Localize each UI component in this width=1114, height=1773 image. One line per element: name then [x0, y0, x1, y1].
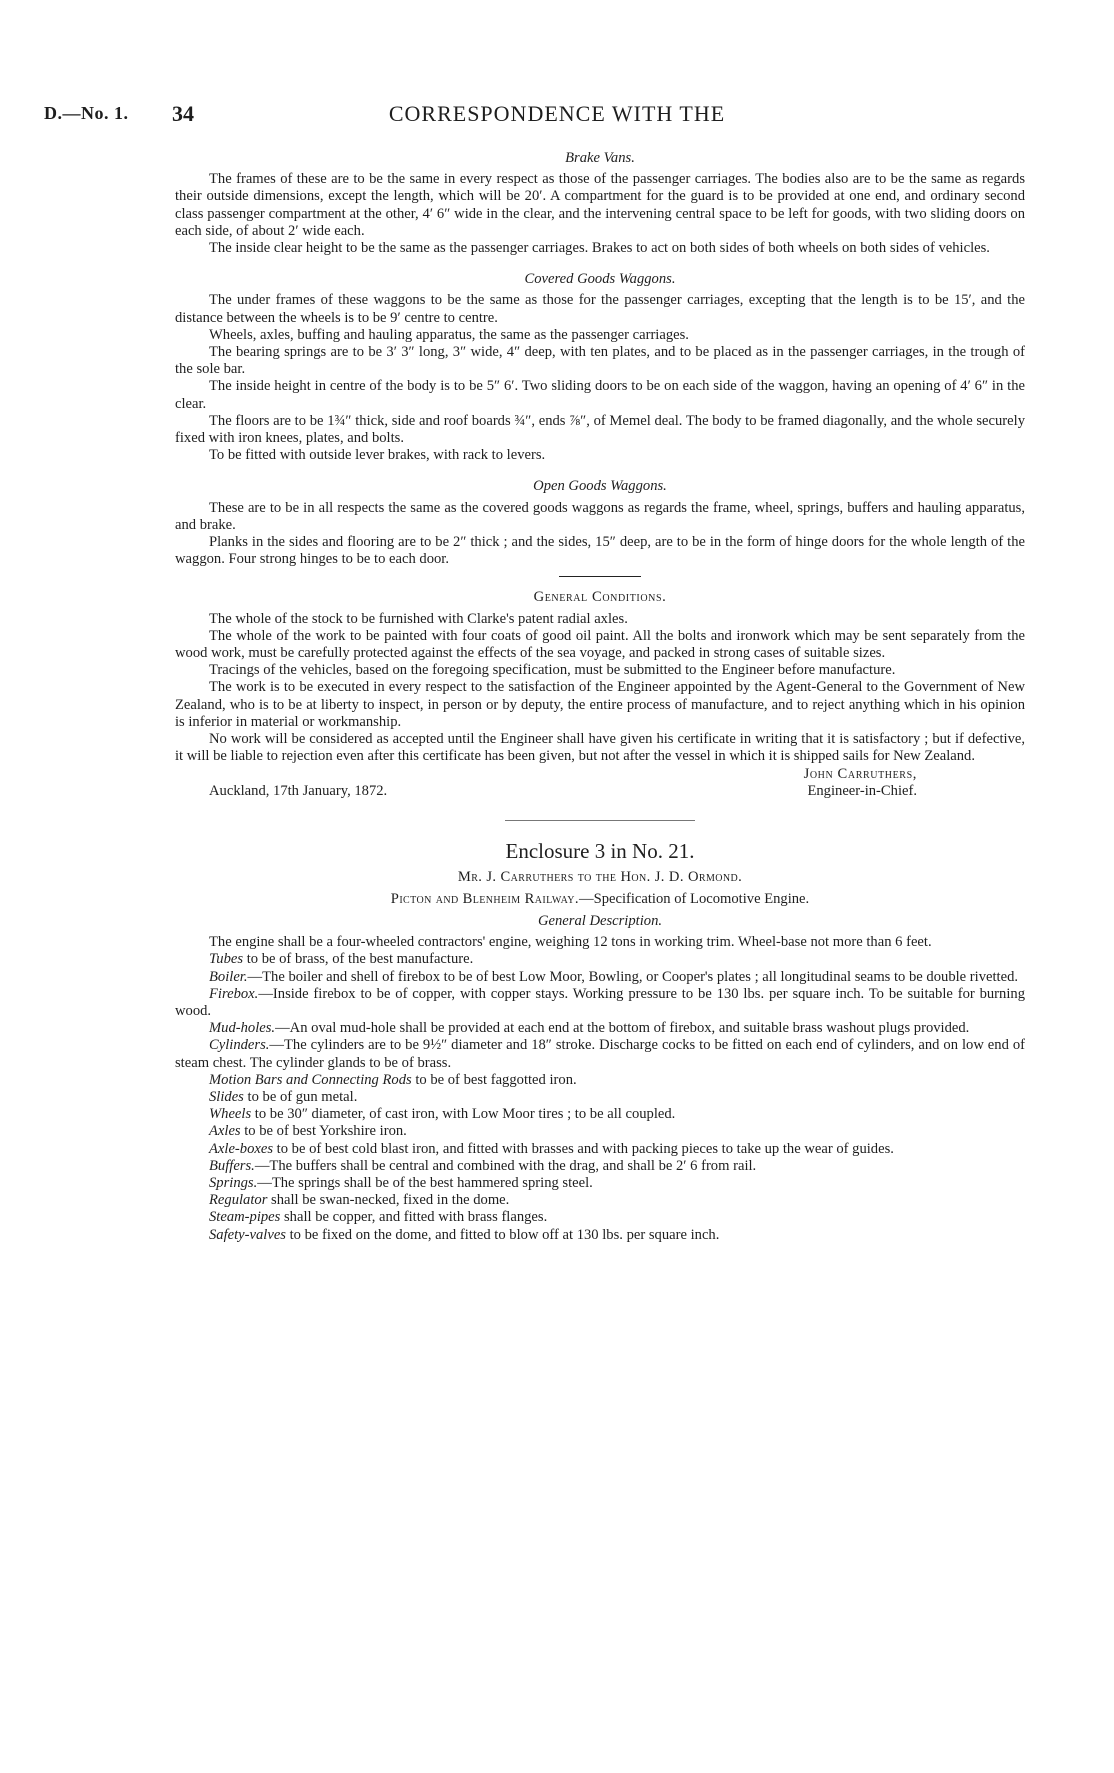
paragraph: These are to be in all respects the same as the covered goods waggons as regards the frame, wheel, springs, buffers and hauling apparatus, and brake.	[175, 499, 1025, 533]
section-heading-covered-goods: Covered Goods Waggons.	[524, 271, 676, 288]
specification-item-label: Axle-boxes	[209, 1140, 274, 1157]
section-heading-general-description: General Description.	[537, 912, 663, 929]
paragraph: Wheels, axles, buffing and hauling apparatus, the same as the passenger carriages.	[209, 326, 689, 343]
specification-item-text: —The springs shall be of the best hammered spring steel.	[257, 1174, 593, 1191]
specification-item-text: to be of gun metal.	[243, 1088, 358, 1105]
specification-item	[175, 969, 1025, 986]
specification-item-label: Cylinders.	[209, 1037, 270, 1054]
specification-item-label: Regulator	[209, 1192, 268, 1209]
specification-item	[175, 1072, 1025, 1089]
specification-list	[175, 951, 1025, 1243]
page-header	[44, 103, 1070, 131]
specification-item	[175, 1209, 1025, 1226]
page-number: 34	[172, 101, 194, 126]
paragraph: The whole of the work to be painted with four coats of good oil paint. All the bolts and ironwork which may be sent separately from the wood work, must be carefully protected against the effects of the sea voyage, and packed in strong cases of suitable sizes.	[175, 627, 1025, 662]
enclosure-title: Enclosure 3 in No. 21.	[505, 838, 695, 863]
specification-item-text: shall be swan-necked, fixed in the dome.	[267, 1192, 510, 1209]
specification-item-label: Tubes	[209, 951, 244, 968]
paragraph: The whole of the stock to be furnished with Clarke's patent radial axles.	[209, 610, 628, 627]
specification-item-text: —The boiler and shell of firebox to be of best Low Moor, Bowling, or Cooper's plates ; all longitudinal seams to be double rivetted.	[247, 968, 1019, 985]
signatory-title: Engineer-in-Chief.	[807, 782, 917, 799]
paragraph: The floors are to be 1¾″ thick, side and roof boards ¾″, ends ⅞″, of Memel deal. The body to be framed diagonally, and the whole securely fixed with iron knees, plates, and bolts.	[175, 412, 1025, 447]
specification-item	[175, 1158, 1025, 1175]
specification-item-label: Steam-pipes	[209, 1209, 281, 1226]
section-heading-brake-vans: Brake Vans.	[565, 150, 635, 166]
paragraph: No work will be considered as accepted until the Engineer shall have given his certificate in writing that it is satisfactory ; but if defective, it will be liable to rejection even after this certificate has been given, but not after the vessel in which it is shipped sails for New Zealand.	[175, 731, 1025, 765]
specification-item-text: —An oval mud-hole shall be provided at each end at the bottom of firebox, and suitable brass washout plugs provided.	[275, 1020, 970, 1037]
specification-item	[175, 1020, 1025, 1037]
section-divider	[559, 576, 641, 577]
specification-item-text: —The buffers shall be central and combined with the drag, and shall be 2′ 6 from rail.	[254, 1157, 757, 1174]
specification-item-label: Slides	[209, 1088, 244, 1105]
specification-item-label: Firebox.	[209, 985, 259, 1002]
signature-block	[175, 766, 1025, 800]
running-title: CORRESPONDENCE WITH THE	[388, 101, 726, 126]
specification-item	[175, 1106, 1025, 1123]
specification-item	[175, 1227, 1025, 1244]
paragraph: The inside clear height to be the same as the passenger carriages. Brakes to act on both sides of both wheels on both sides of vehicles.	[209, 240, 990, 257]
specification-item-text: to be of best Yorkshire iron.	[240, 1123, 407, 1140]
specification-item-text: to be of best cold blast iron, and fitted with brasses and with packing pieces to take up the wear of guides.	[273, 1140, 894, 1157]
paragraph: Planks in the sides and flooring are to be 2″ thick ; and the sides, 15″ deep, are to be in the form of hinge doors for the whole length of the waggon. Four strong hinges to be to each door.	[175, 534, 1025, 568]
paragraph: The work is to be executed in every respect to the satisfaction of the Engineer appointed by the Agent-General to the Government of New Zealand, who is to be at liberty to inspect, in person or by deputy, the entire process of manufacture, and to reject anything which in his opinion is inferior in material or workmanship.	[175, 679, 1025, 730]
specification-item	[175, 1141, 1025, 1158]
specification-item-label: Boiler.	[209, 968, 248, 985]
specification-item-label: Axles	[209, 1123, 241, 1140]
specification-item-label: Buffers.	[209, 1157, 255, 1174]
section-heading-general-conditions: General Conditions.	[533, 589, 667, 606]
specification-item-text: to be fixed on the dome, and fitted to blow off at 130 lbs. per square inch.	[285, 1226, 720, 1243]
specification-item-label: Wheels	[209, 1106, 252, 1123]
signature-date: Auckland, 17th January, 1872.	[209, 782, 388, 799]
specification-item-text: —The cylinders are to be 9½″ diameter and 18″ stroke. Discharge cocks to be fitted on each end of cylinders, and on low end of steam chest. The cylinder glands to be of brass.	[175, 1037, 1025, 1071]
specification-item	[175, 1192, 1025, 1209]
specification-item	[175, 1123, 1025, 1140]
specification-item	[175, 986, 1025, 1020]
specification-item-text: to be of best faggotted iron.	[411, 1071, 577, 1088]
enclosure-divider	[505, 820, 695, 821]
paragraph: To be fitted with outside lever brakes, with rack to levers.	[209, 447, 546, 464]
railway-name: Picton and Blenheim Railway.	[390, 890, 579, 907]
paragraph: The frames of these are to be the same in every respect as those of the passenger carriages. The bodies also are to be the same as regards their outside dimensions, except the length, which will be 20′. A compartment for the guard is to be provided at one end, and ordinary second class passenger compartment at the other, 4′ 6″ wide in the clear, and the intervening central space to be left for goods, with two sliding doors on each side, of about 2′ wide each.	[175, 171, 1025, 239]
specification-item-label: Mud-holes.	[209, 1020, 276, 1037]
specification-item-label: Safety-valves	[209, 1226, 286, 1243]
paragraph: The inside height in centre of the body is to be 5″ 6′. Two sliding doors to be on each side of the waggon, having an opening of 4′ 6″ in the clear.	[175, 378, 1025, 412]
specification-item-text: —Inside firebox to be of copper, with copper stays. Working pressure to be 130 lbs. per square inch. To be suitable for burning wood.	[175, 985, 1025, 1019]
specification-title: —Specification of Locomotive Engine.	[578, 890, 810, 907]
specification-item-label: Springs.	[209, 1174, 258, 1191]
document-reference: D.—No. 1.	[44, 103, 129, 123]
paragraph: The bearing springs are to be 3′ 3″ long, 3″ wide, 4″ deep, with ten plates, and to be placed as in the passenger carriages, in the trough of the sole bar.	[175, 344, 1025, 378]
specification-item	[175, 1089, 1025, 1106]
specification-item	[175, 1175, 1025, 1192]
paragraph: The under frames of these waggons to be the same as those for the passenger carriages, excepting that the length is to be 15′, and the distance between the wheels is to be 9′ centre to centre.	[175, 292, 1025, 326]
enclosure-from: Mr. J. Carruthers to the Hon. J. D. Ormond.	[457, 868, 743, 885]
specification-item-text: to be 30″ diameter, of cast iron, with Low Moor tires ; to be all coupled.	[251, 1106, 676, 1123]
specification-item	[175, 951, 1025, 968]
enclosure-specification	[175, 891, 1025, 908]
signatory-name: John Carruthers,	[803, 765, 917, 782]
document-body	[175, 150, 1025, 1244]
specification-item	[175, 1037, 1025, 1071]
specification-item-label: Motion Bars and Connecting Rods	[209, 1071, 412, 1088]
paragraph: The engine shall be a four-wheeled contractors' engine, weighing 12 tons in working trim. Wheel-base not more than 6 feet.	[209, 934, 932, 951]
paragraph: Tracings of the vehicles, based on the foregoing specification, must be submitted to the Engineer before manufacture.	[209, 662, 896, 679]
specification-item-text: shall be copper, and fitted with brass flanges.	[280, 1209, 548, 1226]
section-heading-open-goods: Open Goods Waggons.	[533, 478, 667, 495]
specification-item-text: to be of brass, of the best manufacture.	[243, 951, 474, 968]
